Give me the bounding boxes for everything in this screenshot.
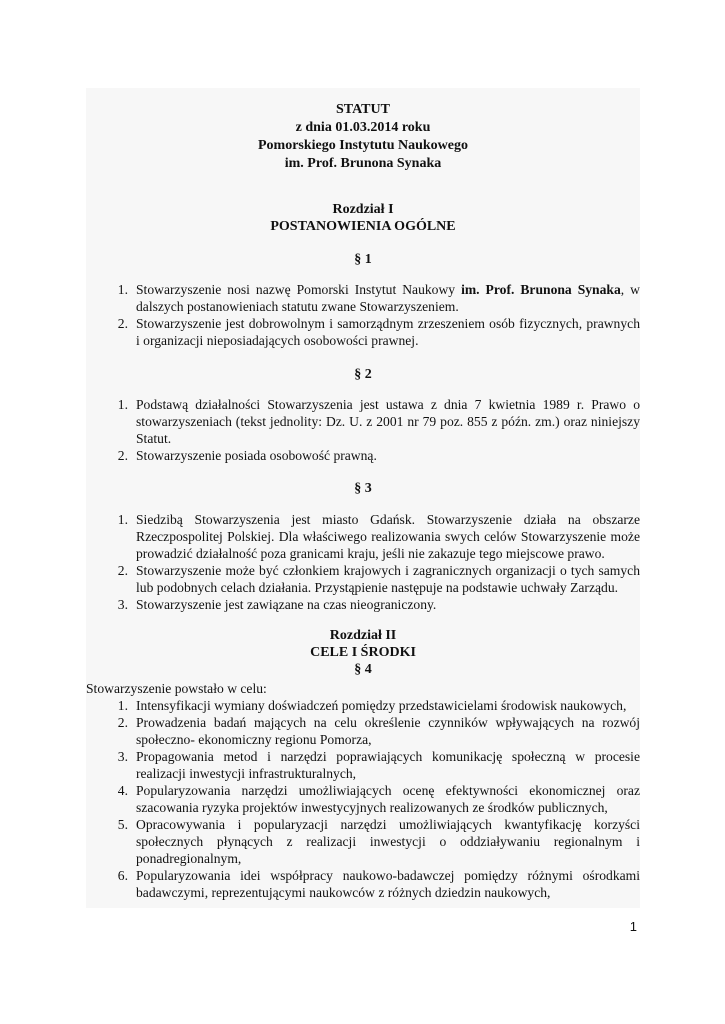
item-text: Popularyzowania narzędzi umożliwiających ocenę efektywności ekonomicznej oraz szacowania ryzyka projektów inwestycyjnych realizowanych ze środków publicznych, xyxy=(136,783,640,815)
page-number: 1 xyxy=(629,919,637,934)
chapter-label: Rozdział I xyxy=(332,202,394,217)
item-text: Podstawą działalności Stowarzyszenia jest ustawa z dnia 7 kwietnia 1989 r. Prawo o stowarzyszeniach (tekst jednolity: Dz. U. z 2001 nr 79 poz. 855 z późn. zm.) oraz niniejszy Statut. xyxy=(136,397,640,446)
item-number: 1. xyxy=(117,512,128,527)
list-item xyxy=(86,281,640,315)
item-text: Siedzibą Stowarzyszenia jest miasto Gdańsk. Stowarzyszenie działa na obszarze Rzeczpospolitej Polskiej. Dla właściwego realizowania swych celów Stowarzyszenie może prowadzić działalność poza granicami kraju, jeśli nie zakazuje tego miejscowe prawo. xyxy=(136,512,640,561)
list-item xyxy=(86,396,640,447)
list-item xyxy=(86,447,640,464)
item-number: 2. xyxy=(117,563,128,578)
title-date: z dnia 01.03.2014 roku xyxy=(295,120,431,135)
item-number: 2. xyxy=(117,715,128,730)
title-patron: im. Prof. Brunona Synaka xyxy=(284,156,442,171)
chapter-2-heading xyxy=(86,627,640,678)
item-text xyxy=(136,281,640,315)
section-4-list xyxy=(86,697,640,901)
item-number: 6. xyxy=(117,868,128,883)
item-number: 2. xyxy=(117,316,128,331)
organization-name-bold: im. Prof. Brunona Synaka xyxy=(461,282,621,297)
item-text: Propagowania metod i narzędzi poprawiających komunikację społeczną w procesie realizacji inwestycji infrastrukturalnych, xyxy=(136,749,640,781)
chapter-title: CELE I ŚRODKI xyxy=(310,645,416,660)
item-number: 3. xyxy=(117,749,128,764)
chapter-title: POSTANOWIENIA OGÓLNE xyxy=(270,219,456,234)
item-number: 1. xyxy=(117,397,128,412)
section-2-list xyxy=(86,396,640,464)
section-1-list xyxy=(86,281,640,349)
item-text-part: , w dalszych postanowieniach statutu zwane Stowarzyszeniem. xyxy=(136,282,640,314)
chapter-label: Rozdział II xyxy=(329,628,397,643)
list-item xyxy=(86,697,640,714)
section-3-heading: § 3 xyxy=(354,481,372,496)
list-item xyxy=(86,315,640,349)
item-text-part: Stowarzyszenie nosi nazwę Pomorski Instytut Naukowy xyxy=(136,282,462,297)
item-text: Intensyfikacji wymiany doświadczeń pomiędzy przedstawicielami środowisk naukowych, xyxy=(136,698,627,713)
item-number: 5. xyxy=(117,817,128,832)
list-item xyxy=(86,511,640,562)
list-item xyxy=(86,562,640,596)
title-line: STATUT xyxy=(336,102,390,117)
item-number: 3. xyxy=(117,597,128,612)
item-text: Prowadzenia badań mających na celu określenie czynników wpływających na rozwój społeczno- ekonomiczny regionu Pomorza, xyxy=(136,715,640,747)
title-organization: Pomorskiego Instytutu Naukowego xyxy=(257,138,468,153)
list-item xyxy=(86,748,640,782)
item-text: Stowarzyszenie jest zawiązane na czas nieograniczony. xyxy=(136,597,437,612)
section-2-heading: § 2 xyxy=(354,367,372,382)
chapter-1-heading xyxy=(86,201,640,235)
item-text: Stowarzyszenie jest dobrowolnym i samorządnym zrzeszeniem osób fizycznych, prawnych i organizacji nieposiadających osobowości prawnej. xyxy=(136,316,640,348)
list-item xyxy=(86,816,640,867)
section-1-heading: § 1 xyxy=(354,252,372,267)
item-number: 2. xyxy=(117,448,128,463)
item-number: 1. xyxy=(117,282,128,297)
item-number: 1. xyxy=(117,698,128,713)
item-text: Stowarzyszenie może być członkiem krajowych i zagranicznych organizacji o tych samych lub podobnych celach działania. Przystąpienie następuje na podstawie uchwały Zarządu. xyxy=(136,563,640,595)
section-3-list xyxy=(86,511,640,613)
item-text: Opracowywania i popularyzacji narzędzi umożliwiających kwantyfikację korzyści społecznych płynących z realizacji inwestycji o oddziaływaniu regionalnym i ponadregionalnym, xyxy=(136,817,640,866)
item-text: Stowarzyszenie posiada osobowość prawną. xyxy=(136,448,377,463)
document-title xyxy=(86,101,640,173)
section-4-heading: § 4 xyxy=(354,662,372,677)
list-item xyxy=(86,782,640,816)
list-item xyxy=(86,867,640,901)
list-item xyxy=(86,714,640,748)
item-text: Popularyzowania idei współpracy naukowo-badawczej pomiędzy różnymi ośrodkami badawczymi, reprezentującymi naukowców z różnych dziedzin naukowych, xyxy=(136,868,640,900)
list-item xyxy=(86,596,640,613)
section-4-intro: Stowarzyszenie powstało w celu: xyxy=(86,681,267,696)
item-number: 4. xyxy=(117,783,128,798)
